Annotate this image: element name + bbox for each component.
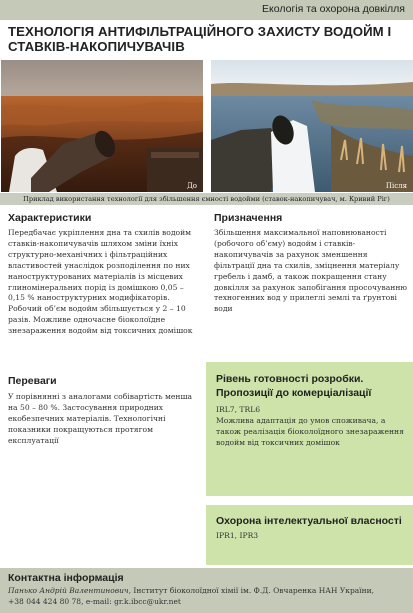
readiness-heading: Рівень готовності розробки. Пропозиції до комерціалізації [216, 373, 372, 399]
characteristics-text: Передбачає укріплення дна та схилів водойм ставків-накопичувачів шляхом зміни їхніх структурно-механічних і фільтраційних властивостей унаслідок розподілення по них наноструктурованих матеріалів із місцевих глиномінеральних порід із домішкою 0,05 – 0,15 % наноструктурних модифікаторів. Робочий об’єм водойм збільшується у 2 – 10 разів. Можливе одночасне біоколоїдне знезараження водойм від токсичних домішок [8, 228, 193, 336]
contact-line [8, 586, 408, 597]
advantages-text: У порівнянні з аналогами собівартість менша на 50 – 80 %. Застосування природних екобезпечних матеріалів. Технологічні показники покращуються протягом експлуатації [8, 392, 193, 445]
top-bar [0, 0, 413, 20]
contact-bar [0, 568, 413, 613]
readiness-text: Можлива адаптація до умов споживача, а також реалізація біоколоїдного знезараження водойм від токсичних домішок [216, 416, 404, 447]
section-label: Екологія та охорона довкілля [262, 3, 405, 15]
page-title: ТЕХНОЛОГІЯ АНТИФІЛЬТРАЦІЙНОГО ЗАХИСТУ ВОДОЙМ І СТАВКІВ-НАКОПИЧУВАЧІВ [8, 24, 392, 54]
contact-institute: Інститут біоколоїдної хімії ім. Ф.Д. Овчаренка НАН України, [130, 586, 375, 595]
before-label: До [187, 182, 197, 190]
purpose-heading: Призначення [214, 212, 283, 224]
photo-caption: Приклад використання технології для збільшення ємності водойми (ставок-накопичувач, м. Кривий Ріг) [0, 193, 413, 205]
characteristics-heading: Характеристики [8, 212, 92, 224]
photo-after [211, 60, 413, 192]
ip-heading: Охорона інтелектуальної власності [216, 515, 402, 527]
ip-panel [206, 505, 413, 565]
contact-heading: Контактна інформація [8, 572, 124, 584]
ip-text: IPR1, IPR3 [216, 531, 259, 540]
readiness-levels: IRL7, TRL6 [216, 405, 261, 414]
purpose-text: Збільшення максимальної наповнюваності (робочого об’єму) водойм і ставків-накопичувачів за рахунок зменшення фільтрації дна та схилів, зміцнення матеріалу гребель і дамб, а також покращення стану довкілля за рахунок запобігання просочуванню техногенних вод у прилеглі землі та ґрунтові води [214, 228, 408, 314]
photo-before [1, 60, 203, 192]
after-label: Після [385, 182, 407, 190]
readiness-panel [206, 362, 413, 496]
contact-phone-email[interactable]: +38 044 424 80 78, e-mail: gr.k.ibcc@ukr.net [8, 597, 181, 606]
advantages-heading: Переваги [8, 375, 57, 387]
contact-name: Панько Андрій Валентинович, [8, 586, 131, 595]
